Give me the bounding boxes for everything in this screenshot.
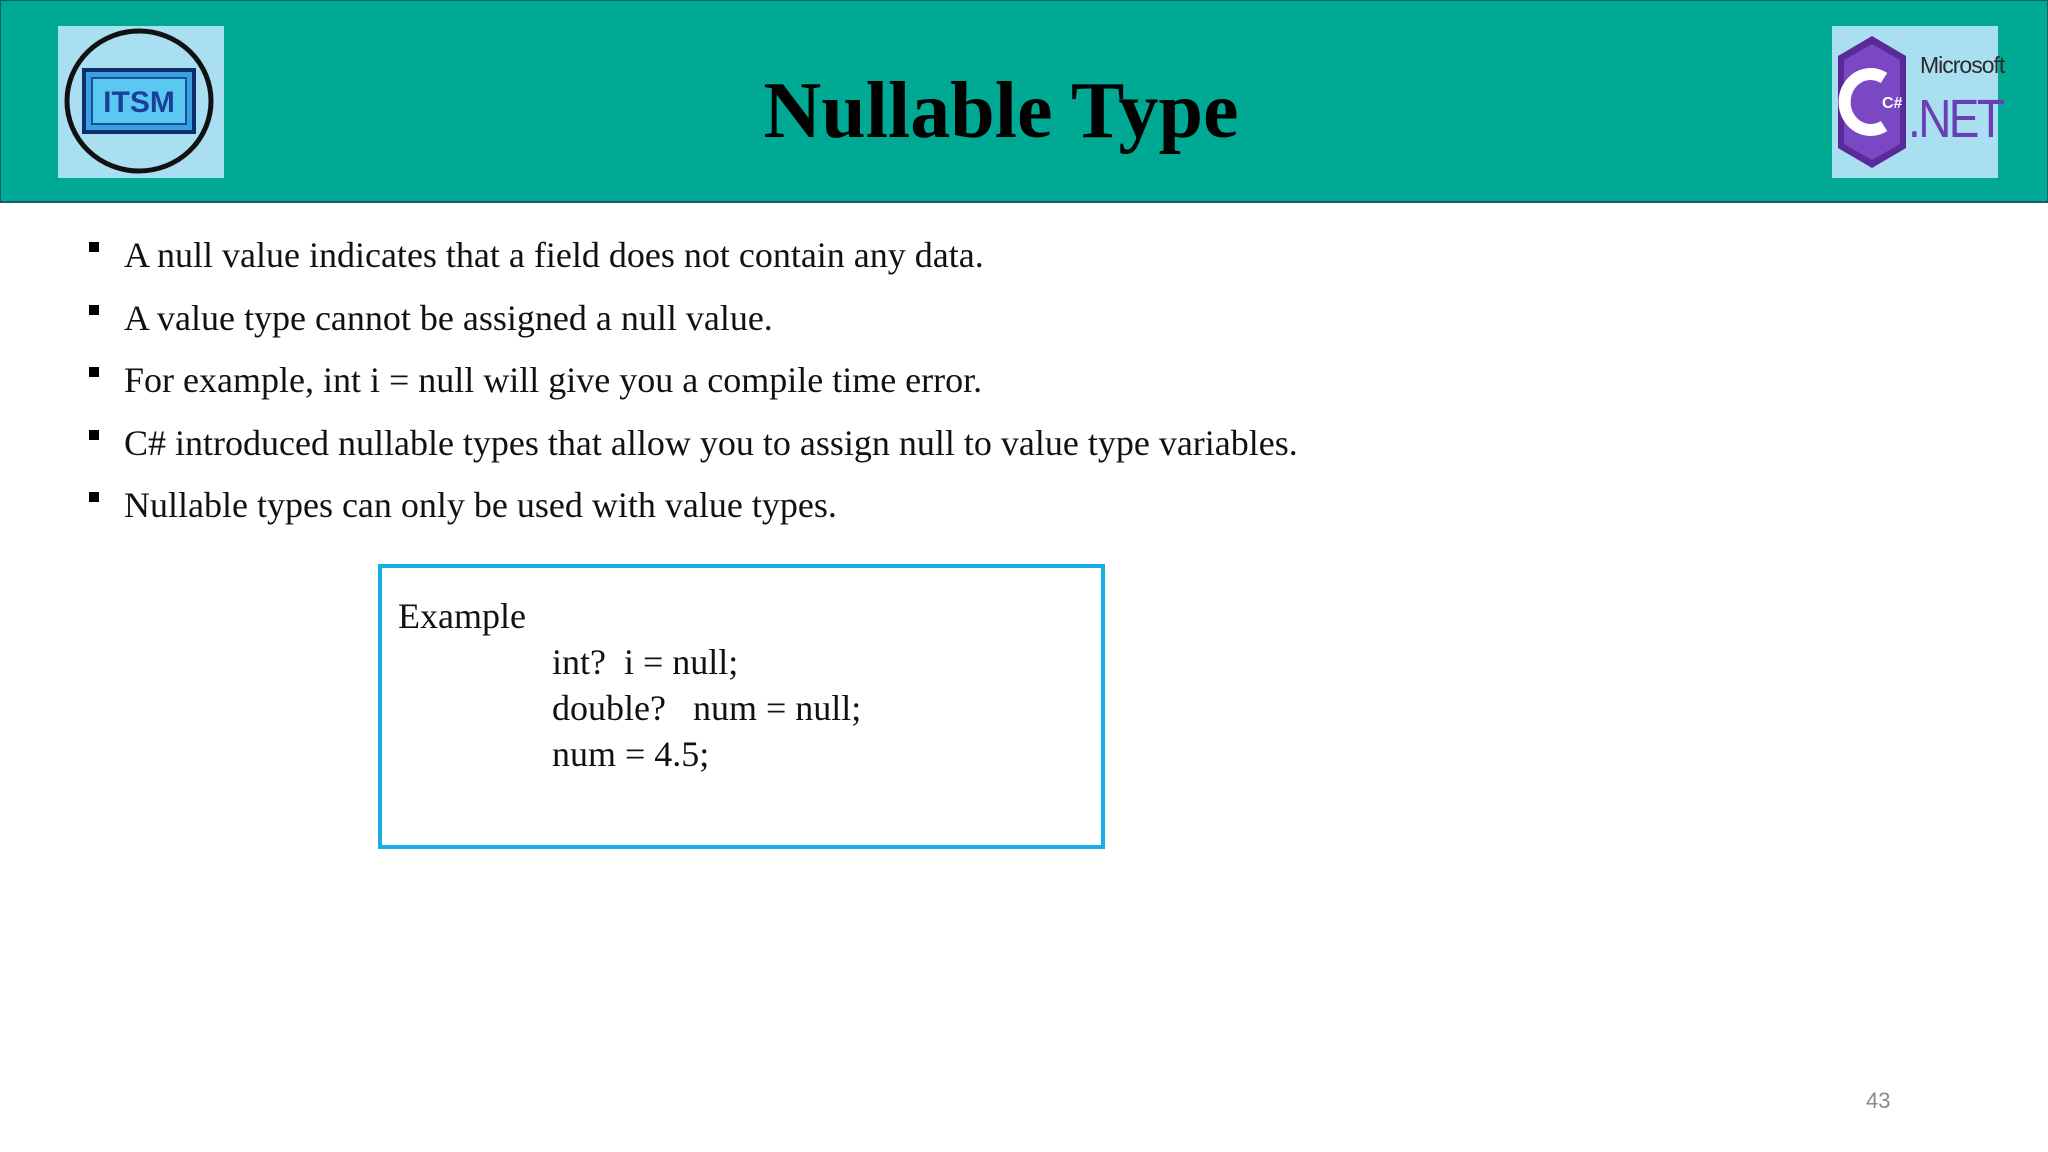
bullet-item [88,414,1298,477]
bullet-text: C# introduced nullable types that allow you to assign null to value type variables. [124,422,1298,463]
bullet-list [88,226,1298,539]
square-bullet-icon [89,367,99,377]
dotnet-logo [1832,26,2005,178]
page-title: Nullable Type [763,67,1239,155]
bullet-item [88,476,1298,539]
bullet-text: A value type cannot be assigned a null value. [124,297,773,338]
square-bullet-icon [89,242,99,252]
net-wordmark: .NET [1908,89,2003,149]
microsoft-wordmark: Microsoft [1920,52,2005,78]
bullet-text: Nullable types can only be used with value types. [124,485,837,525]
square-bullet-icon [89,492,99,502]
code-line: int? i = null; [552,642,739,682]
bullet-text: A null value indicates that a field does not contain any data. [124,235,984,275]
bullet-item [88,351,1298,414]
square-bullet-icon [89,430,99,440]
code-line: double? num = null; [552,688,862,728]
bullet-text: For example, int i = null will give you a compile time error. [124,360,983,400]
bullet-item [88,226,1298,289]
itsm-logo-text: ITSM [103,86,175,119]
example-box [378,564,1105,849]
example-title: Example [398,596,526,636]
csharp-logo-text: C# [1882,95,1903,112]
header-bar [0,0,2048,203]
bullet-item [88,289,1298,352]
square-bullet-icon [89,305,99,315]
csharp-hexagon-icon [1832,26,1912,178]
page-number: 43 [1866,1088,1891,1113]
code-line: num = 4.5; [552,734,710,774]
